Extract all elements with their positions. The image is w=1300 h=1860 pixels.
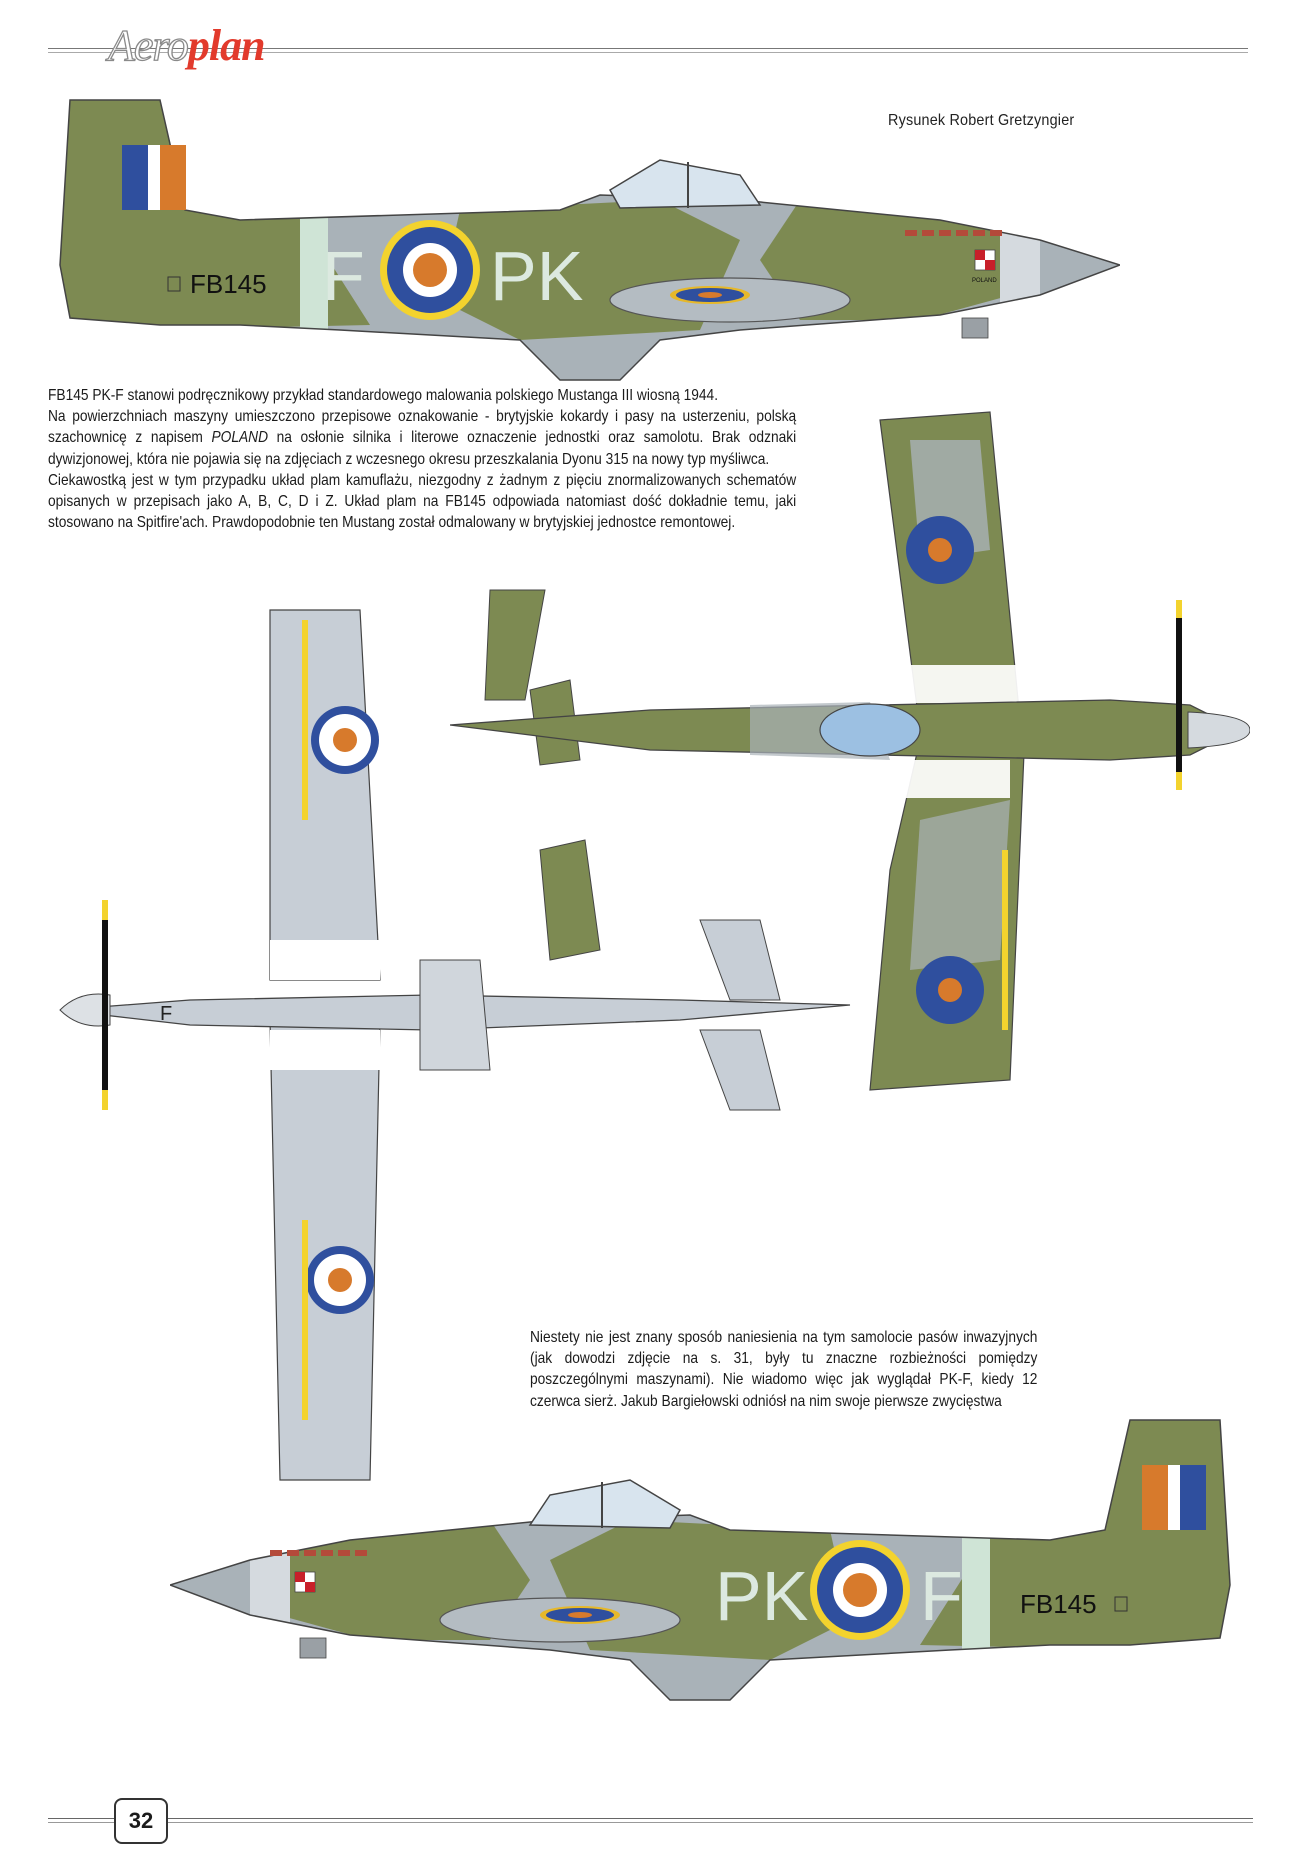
illustration-credit: Rysunek Robert Gretzyngier [888,112,1075,129]
code-right-top: PK [490,237,584,315]
code-left-top: F [322,237,365,315]
polish-checkerboard-bottom [295,1572,315,1592]
footer-rule-thin [48,1822,1253,1823]
page-number: 32 [114,1798,168,1844]
description-text-2 [530,1327,1037,1412]
footer-rule [48,1818,1253,1819]
side-view-bottom [170,1410,1250,1730]
side-view-top [40,90,1120,410]
underside-code: F [160,1003,173,1025]
code-left-bottom: PK [715,1557,809,1635]
text1-paragraph-3: Ciekawostką jest w tym przypadku układ plam kamuflażu, niezgodny z żadnym z pięciu znormalizowanych schematów opisanych w przepisach jako A, B, C, D i Z. Układ plam na FB145 odpowiada natomiast dość dokładnie temu, jaki stosowano na Spitfire'ach. Prawdopodobnie ten Mustang został odmalowany w brytyjskiej jednostce remontowej. [48,471,797,532]
text1-p2-emphasis: POLAND [211,429,269,447]
logo-part1: Aero [108,21,188,70]
polish-checkerboard-top [975,250,995,270]
serial-top: FB145 [190,269,267,299]
logo-part2: plan [187,21,265,70]
text1-p2-part-a: Na powierzchniach maszyny umieszczono przepisowe oznakowanie - brytyjskie kokardy i pasy na usterzeniu, polską szachownicę z napisem [48,408,797,447]
serial-bottom: FB145 [1020,1589,1097,1619]
text1-paragraph-1: FB145 PK-F stanowi podręcznikowy przykład standardowego malowania polskiego Mustanga III wiosną 1944. [48,387,719,404]
poland-text-top: POLAND [972,278,997,284]
magazine-logo [108,21,265,70]
text1-p2-part-b: na osłonie silnika i literowe oznaczenie jednostki oraz samolotu. Brak odznaki dywizjonowej, która nie pojawia się na zdjęciach z wczesnego okresu przeszkalania Dyonu 315 na nowy typ myśliwca. [48,429,797,468]
code-right-bottom: F [920,1557,963,1635]
text2-paragraph-1: Niestety nie jest znany sposób naniesienia na tym samolocie pasów inwazyjnych (jak dowodzi zdjęcie na s. 31, były tu znaczne rozbieżności pomiędzy poszczególnymi maszynami). Nie wiadomo więc jak wyglądał PK-F, kiedy 12 czerwca sierż. Jakub Bargiełowski odniósł na nim swoje pierwsze zwycięstwa [530,1329,1038,1410]
